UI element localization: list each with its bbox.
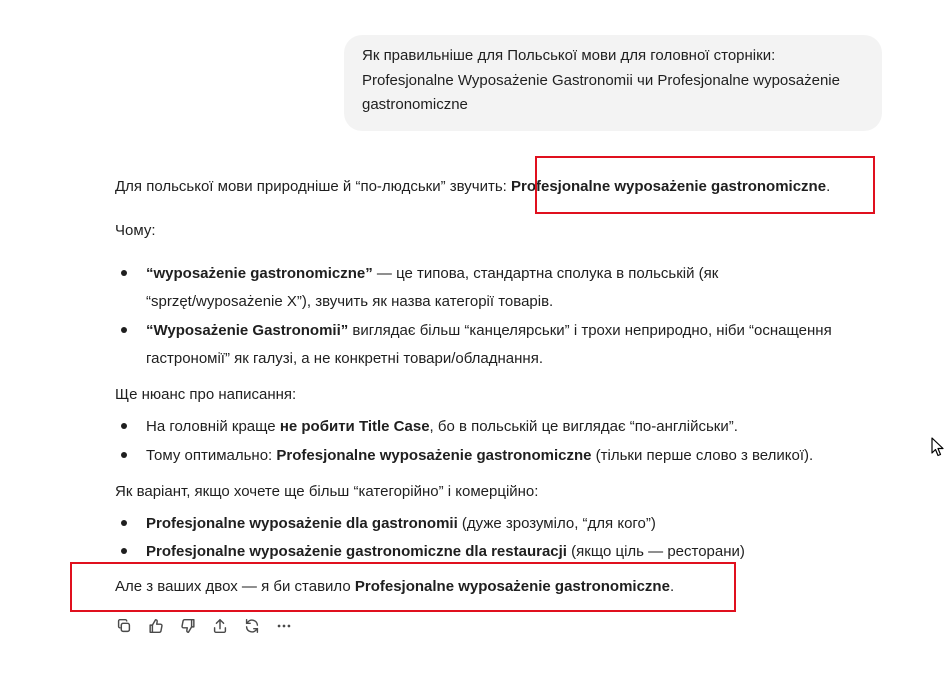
bullet — [121, 327, 127, 333]
variant-item: Profesjonalne wyposażenie dla gastronomii (дуже зрозуміло, “для кого”) — [146, 515, 656, 532]
bullet — [121, 270, 127, 276]
regenerate-icon[interactable] — [242, 616, 262, 636]
recommended-phrase: Profesjonalne wyposażenie gastronomiczne — [510, 178, 827, 195]
thumbs-up-icon[interactable] — [146, 616, 166, 636]
share-icon[interactable] — [210, 616, 230, 636]
message-actions — [114, 616, 294, 636]
bullet — [121, 452, 127, 458]
answer-intro: Для польської мови природніше й “по-людськи” звучить: Profesjonalne wyposażenie gastronomiczne. — [115, 178, 831, 195]
bullet — [121, 423, 127, 429]
answer-conclusion: Але з ваших двох — я би ставило Profesjonalne wyposażenie gastronomiczne. — [115, 578, 675, 595]
reason-item-continued: “sprzęt/wyposażenie X”), звучить як назва категорії товарів. — [146, 293, 554, 310]
variant-heading: Як варіант, якщо хочете ще більш “категорійно” і комерційно: — [115, 483, 539, 500]
user-message-line: gastronomiczne — [362, 96, 468, 113]
mouse-cursor-icon — [931, 437, 945, 457]
reason-item: “wyposażenie gastronomiczne” — це типова, стандартна сполука в польській (як — [146, 265, 719, 282]
nuance-item: Тому оптимально: Profesjonalne wyposażenie gastronomiczne (тільки перше слово з великої). — [146, 447, 814, 464]
more-icon[interactable] — [274, 616, 294, 636]
variant-item: Profesjonalne wyposażenie gastronomiczne dla restauracji (якщо ціль — ресторани) — [146, 543, 745, 560]
nuance-heading: Ще нюанс про написання: — [115, 386, 297, 403]
thumbs-down-icon[interactable] — [178, 616, 198, 636]
user-message-line: Profesjonalne Wyposażenie Gastronomii чи Profesjonalne wyposażenie — [362, 71, 840, 89]
bullet — [121, 548, 127, 554]
highlight-box — [535, 156, 875, 214]
highlight-box — [70, 562, 736, 612]
bullet — [121, 520, 127, 526]
nuance-item: На головній краще не робити Title Case, бо в польській це виглядає “по-англійськи”. — [146, 418, 738, 435]
why-heading: Чому: — [115, 222, 156, 239]
user-message-bubble — [344, 35, 882, 131]
reason-item-continued: гастрономії” як галузі, а не конкретні товари/обладнання. — [146, 350, 544, 367]
copy-icon[interactable] — [114, 616, 134, 636]
reason-item: “Wyposażenie Gastronomii” виглядає більш “канцелярськи” і трохи неприродно, ніби “оснащення — [146, 322, 832, 339]
user-message-line: Як правильніше для Польської мови для головної сторніки: — [362, 47, 776, 64]
